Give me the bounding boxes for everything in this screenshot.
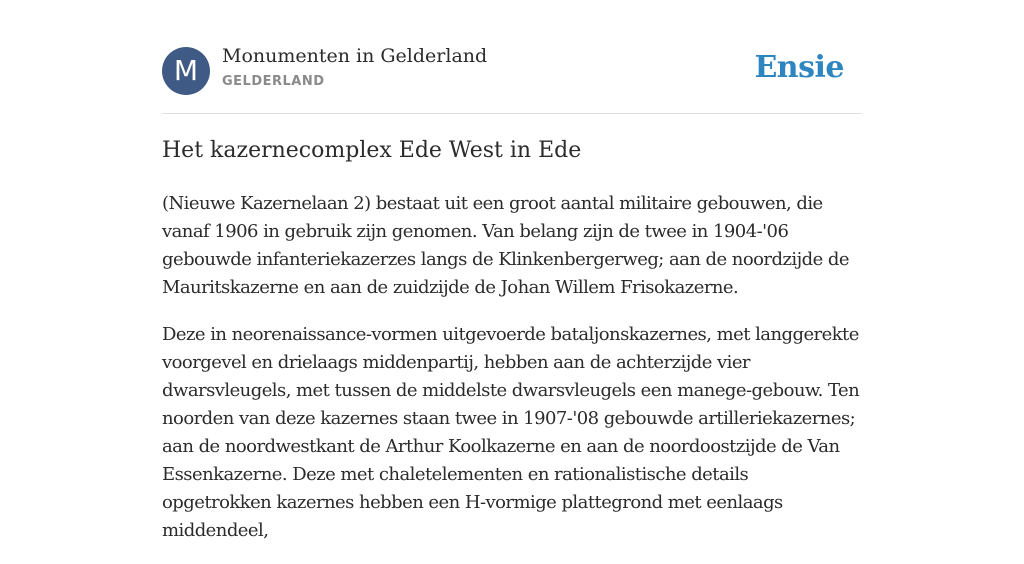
avatar[interactable]: M — [162, 47, 210, 95]
article-paragraph: (Nieuwe Kazernelaan 2) bestaat uit een groot aantal militaire gebouwen, die vanaf 1906 in gebruik zijn genomen. Van belang zijn de twee in 1904-'06 gebouwde infanteriekazerzes langs de Klinkenbergerweg; aan de noordzijde de Mauritskazerne en aan de zuidzijde de Johan Willem Frisokazerne. — [162, 193, 849, 298]
article-title: Het kazernecomplex Ede West in Ede — [162, 138, 582, 163]
article-body — [162, 190, 862, 564]
source-region-label: GELDERLAND — [222, 74, 325, 89]
article-card — [162, 0, 862, 541]
source-name-link[interactable]: Monumenten in Gelderland — [222, 45, 488, 67]
brand-logo[interactable]: Ensie — [754, 50, 844, 85]
article-paragraph: Deze in neorenaissance-vormen uitgevoerde bataljonskazernes, met langgerekte voorgevel en drielaags middenpartij, hebben aan de achterzijde vier dwarsvleugels, met tussen de middelste dwarsvleugels een manege-gebouw. Ten noorden van deze kazernes staan twee in 1907-'08 gebouwde artilleriekazernes; aan de noordwestkant de Arthur Koolkazerne en aan de noordoostzijde de Van Essenkazerne. Deze met chaletelementen en rationalistische details opgetrokken kazernes hebben een H-vormige plattegrond met eenlaags middendeel, — [162, 324, 860, 541]
source-header — [162, 0, 862, 114]
